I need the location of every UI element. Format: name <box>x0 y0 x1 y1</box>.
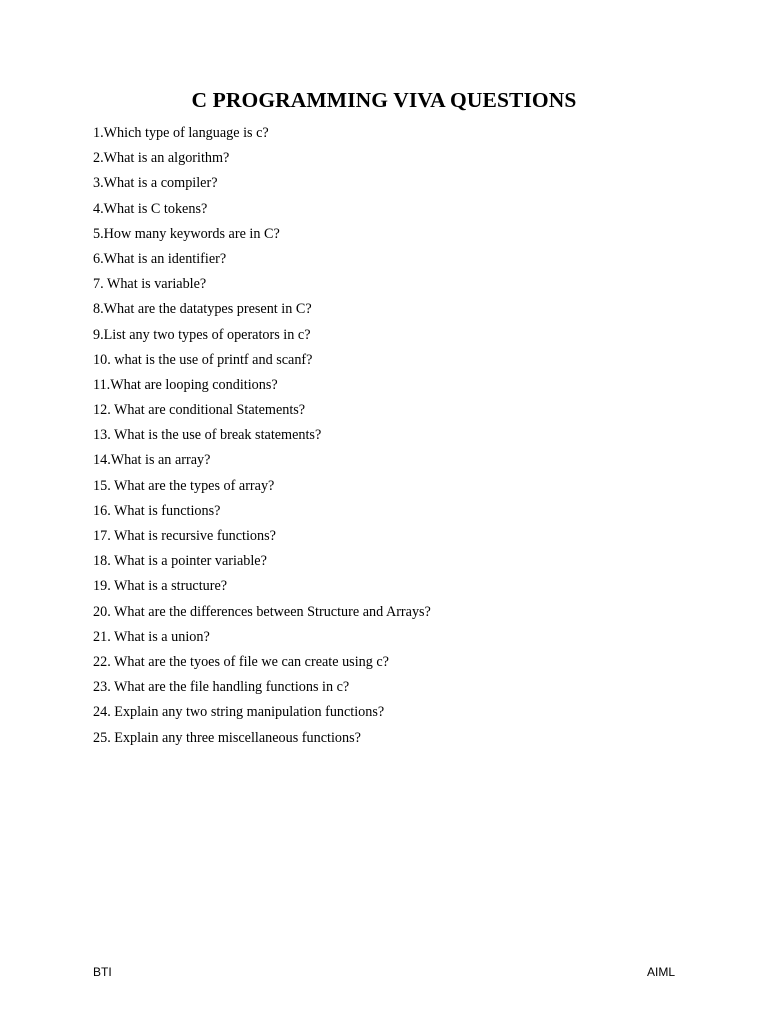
question-item: 17. What is recursive functions? <box>93 528 276 544</box>
question-item: 4.What is C tokens? <box>93 200 208 217</box>
question-item: 10. what is the use of printf and scanf? <box>93 351 313 368</box>
question-item: 8.What are the datatypes present in C? <box>93 301 312 318</box>
question-item: 24. Explain any two string manipulation functions? <box>93 704 385 721</box>
question-item: 5.How many keywords are in C? <box>93 225 280 242</box>
question-item: 12. What are conditional Statements? <box>93 402 306 419</box>
question-item: 15. What are the types of array? <box>93 477 275 494</box>
page-title: C PROGRAMMING VIVA QUESTIONS <box>191 88 577 112</box>
question-list <box>93 122 431 752</box>
question-item: 23. What are the file handling functions in c? <box>93 679 350 696</box>
question-item: 22. What are the tyoes of file we can create using c? <box>93 653 389 670</box>
question-item: 14.What is an array? <box>93 452 211 469</box>
question-item: 16. What is functions? <box>93 502 221 519</box>
question-item: 1.Which type of language is c? <box>93 125 269 141</box>
question-item: 6.What is an identifier? <box>93 250 227 267</box>
question-item: 7. What is variable? <box>93 276 207 293</box>
question-item: 2.What is an algorithm? <box>93 150 230 167</box>
footer-left-label: BTI <box>93 965 112 979</box>
question-item: 18. What is a pointer variable? <box>93 553 267 570</box>
question-item: 19. What is a structure? <box>93 578 228 595</box>
question-item: 25. Explain any three miscellaneous functions? <box>93 729 361 746</box>
footer-right-label: AIML <box>646 965 675 979</box>
question-item: 20. What are the differences between Structure and Arrays? <box>93 603 431 620</box>
question-item: 13. What is the use of break statements? <box>93 427 322 444</box>
question-item: 3.What is a compiler? <box>93 175 218 192</box>
question-item: 21. What is a union? <box>93 628 210 645</box>
question-item: 11.What are looping conditions? <box>93 376 278 393</box>
question-item: 9.List any two types of operators in c? <box>93 326 311 343</box>
